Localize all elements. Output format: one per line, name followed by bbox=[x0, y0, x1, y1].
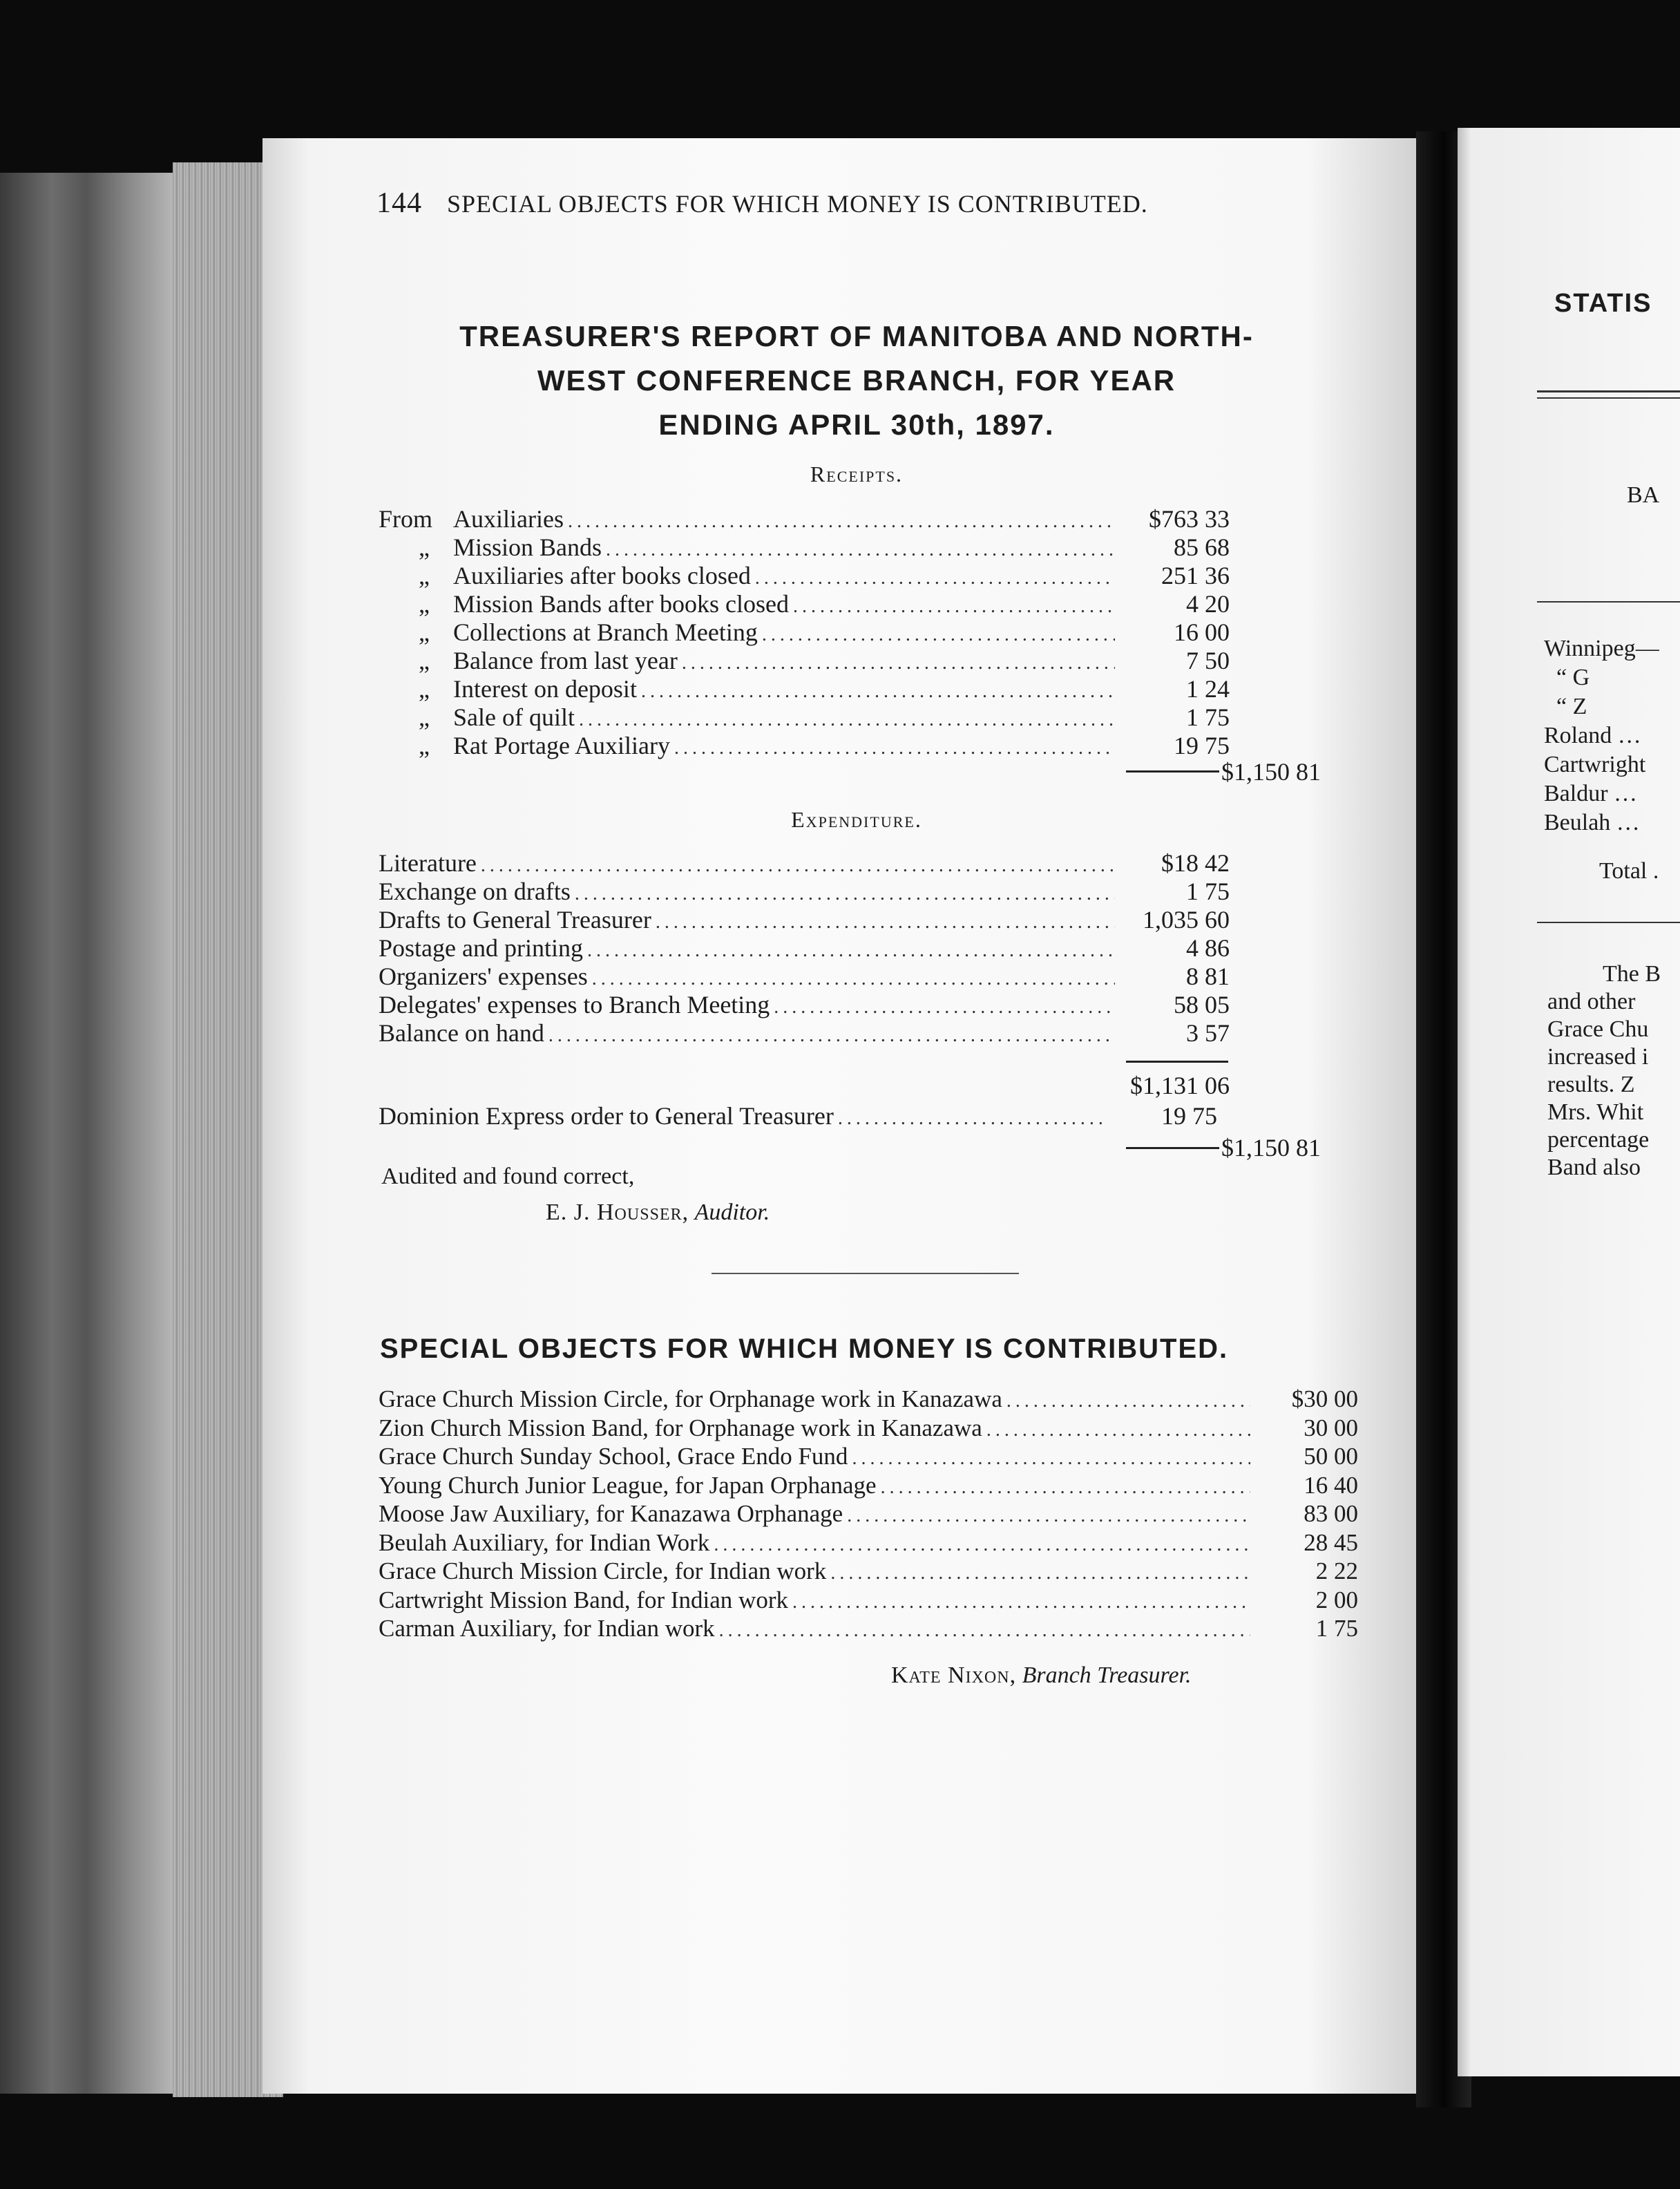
leader-dots bbox=[838, 1108, 1102, 1130]
leader-dots bbox=[986, 1419, 1250, 1441]
ledger-row bbox=[379, 962, 1242, 990]
ledger-amount: 1 24 bbox=[1186, 675, 1230, 703]
ledger-amount: 1 75 bbox=[1186, 878, 1230, 905]
auditor-name: E. J. Housser, bbox=[546, 1200, 689, 1225]
list-item bbox=[379, 1443, 1358, 1472]
treasurer-signature bbox=[891, 1662, 1192, 1689]
total-rule bbox=[1126, 770, 1219, 773]
ledger-prefix: From bbox=[379, 505, 433, 533]
ditto-mark: „ bbox=[419, 562, 430, 589]
leader-dots bbox=[719, 1620, 1250, 1642]
special-objects-list bbox=[379, 1385, 1358, 1644]
item-amount: $30 00 bbox=[1291, 1385, 1358, 1412]
leader-dots bbox=[847, 1505, 1250, 1527]
right-page-rule bbox=[1537, 390, 1680, 392]
ledger-label: Collections at Branch Meeting bbox=[453, 618, 758, 646]
list-item bbox=[379, 1529, 1358, 1558]
ledger-row bbox=[379, 905, 1242, 934]
ledger-amount: $763 33 bbox=[1149, 505, 1230, 533]
leader-dots bbox=[587, 940, 1115, 962]
ledger-label: Sale of quilt bbox=[453, 703, 575, 731]
item-amount: 50 00 bbox=[1304, 1443, 1358, 1470]
right-page-row: “ Z bbox=[1556, 694, 1587, 719]
list-item bbox=[379, 1414, 1358, 1443]
ledger-label: Organizers' expenses bbox=[379, 963, 588, 990]
auditor-role: Auditor. bbox=[694, 1200, 770, 1225]
item-amount: 16 40 bbox=[1304, 1471, 1358, 1499]
ledger-label: Literature bbox=[379, 849, 477, 877]
ledger-amount: 8 81 bbox=[1186, 963, 1230, 990]
total-rule bbox=[1126, 1147, 1219, 1149]
right-page-row: Beulah … bbox=[1544, 810, 1640, 835]
item-amount: 83 00 bbox=[1304, 1500, 1358, 1527]
item-label: Grace Church Mission Circle, for Indian work bbox=[379, 1557, 827, 1584]
ledger-amount: 4 86 bbox=[1186, 934, 1230, 962]
list-item bbox=[379, 1385, 1358, 1414]
audit-line: Audited and found correct, bbox=[381, 1164, 635, 1189]
leader-dots bbox=[481, 855, 1115, 877]
ledger-label: Auxiliaries bbox=[453, 505, 564, 533]
ledger-amount: 85 68 bbox=[1174, 533, 1230, 561]
item-label: Grace Church Sunday School, Grace Endo Fund bbox=[379, 1443, 848, 1470]
expenditure-total: $1,150 81 bbox=[1221, 1134, 1321, 1162]
running-head bbox=[376, 187, 1148, 220]
ledger-amount: 7 50 bbox=[1186, 647, 1230, 674]
ledger-row bbox=[379, 731, 1242, 759]
ledger-row bbox=[379, 618, 1242, 646]
ditto-mark: „ bbox=[419, 675, 430, 703]
leader-dots bbox=[830, 1562, 1250, 1584]
item-label: Young Church Junior League, for Japan Orphanage bbox=[379, 1471, 877, 1499]
item-amount: 2 22 bbox=[1315, 1557, 1358, 1584]
ledger-row bbox=[379, 504, 1242, 533]
list-item bbox=[379, 1615, 1358, 1644]
ledger-row bbox=[379, 703, 1242, 731]
leader-dots bbox=[575, 883, 1115, 905]
leader-dots bbox=[656, 911, 1115, 934]
leader-dots bbox=[579, 709, 1115, 731]
paragraph-line: percentage bbox=[1547, 1127, 1650, 1153]
ledger-row bbox=[379, 1018, 1242, 1047]
item-label: Carman Auxiliary, for Indian work bbox=[379, 1615, 715, 1642]
leader-dots bbox=[682, 652, 1115, 674]
ditto-mark: „ bbox=[419, 533, 430, 561]
leader-dots bbox=[852, 1448, 1250, 1470]
ledger-row bbox=[379, 877, 1242, 905]
paragraph-line: increased i bbox=[1547, 1044, 1649, 1070]
item-amount: 2 00 bbox=[1315, 1586, 1358, 1613]
paragraph-line: Grace Chu bbox=[1547, 1016, 1649, 1042]
item-amount: 28 45 bbox=[1304, 1528, 1358, 1556]
ledger-label: Balance from last year bbox=[453, 647, 678, 674]
item-label: Beulah Auxiliary, for Indian Work bbox=[379, 1528, 710, 1556]
paragraph-line: The B bbox=[1603, 961, 1661, 987]
leader-dots bbox=[774, 996, 1115, 1018]
ledger-label: Interest on deposit bbox=[453, 675, 637, 703]
ledger-label: Delegates' expenses to Branch Meeting bbox=[379, 991, 770, 1018]
report-title-line: WEST CONFERENCE BRANCH, FOR YEAR bbox=[537, 364, 1176, 397]
special-objects-title: SPECIAL OBJECTS FOR WHICH MONEY IS CONTRIBUTED. bbox=[380, 1334, 1229, 1364]
item-amount: 30 00 bbox=[1304, 1414, 1358, 1441]
ledger-label: Dominion Express order to General Treasurer bbox=[379, 1102, 834, 1130]
ledger-label: Mission Bands bbox=[453, 533, 602, 561]
leader-dots bbox=[881, 1477, 1250, 1499]
paragraph-line: and other bbox=[1547, 989, 1636, 1014]
expenditure-ledger bbox=[379, 849, 1242, 1047]
ledger-row bbox=[379, 646, 1242, 674]
leader-dots bbox=[714, 1534, 1250, 1556]
right-page-row: “ G bbox=[1556, 665, 1590, 690]
report-title-line: TREASURER'S REPORT OF MANITOBA AND NORTH- bbox=[459, 320, 1254, 352]
list-item bbox=[379, 1472, 1358, 1501]
ledger-label: Mission Bands after books closed bbox=[453, 590, 789, 618]
receipts-ledger bbox=[379, 504, 1242, 759]
ledger-amount: 58 05 bbox=[1174, 991, 1230, 1018]
item-amount: 1 75 bbox=[1315, 1615, 1358, 1642]
ledger-amount: $18 42 bbox=[1161, 849, 1230, 877]
ledger-label: Auxiliaries after books closed bbox=[453, 562, 751, 589]
ledger-amount: 19 75 bbox=[1161, 1102, 1217, 1130]
ledger-row bbox=[379, 533, 1242, 561]
item-label: Moose Jaw Auxiliary, for Kanazawa Orphanage bbox=[379, 1500, 843, 1527]
ledger-amount: 1 75 bbox=[1186, 703, 1230, 731]
express-order-ledger bbox=[379, 1101, 1230, 1130]
leader-dots bbox=[792, 1591, 1250, 1613]
expenditure-heading: Expenditure. bbox=[791, 807, 922, 832]
leader-dots bbox=[674, 737, 1115, 759]
leader-dots bbox=[641, 681, 1115, 703]
expenditure-subtotal: $1,131 06 bbox=[1130, 1072, 1230, 1099]
treasurer-role: Branch Treasurer. bbox=[1022, 1662, 1192, 1688]
ledger-row bbox=[379, 990, 1242, 1018]
leader-dots bbox=[762, 624, 1115, 646]
ledger-amount: 3 57 bbox=[1186, 1019, 1230, 1047]
ledger-label: Rat Portage Auxiliary bbox=[453, 732, 670, 759]
right-page-rule bbox=[1537, 397, 1680, 399]
ditto-mark: „ bbox=[419, 732, 430, 759]
ledger-amount: 16 00 bbox=[1174, 618, 1230, 646]
report-title bbox=[387, 314, 1326, 447]
list-item bbox=[379, 1557, 1358, 1586]
right-page-rule bbox=[1537, 601, 1680, 603]
leader-dots bbox=[755, 567, 1115, 589]
book-spine-edge bbox=[0, 173, 173, 2094]
right-page-paragraph bbox=[1547, 960, 1661, 1182]
right-page-row: Baldur … bbox=[1544, 781, 1638, 806]
ditto-mark: „ bbox=[419, 703, 430, 731]
ditto-mark: „ bbox=[419, 618, 430, 646]
ledger-amount: 1,035 60 bbox=[1143, 906, 1230, 934]
treasurer-name: Kate Nixon, bbox=[891, 1662, 1017, 1688]
ledger-row bbox=[379, 589, 1242, 618]
section-divider bbox=[712, 1273, 1019, 1274]
leader-dots bbox=[592, 968, 1115, 990]
ditto-mark: „ bbox=[419, 590, 430, 618]
paragraph-line: Mrs. Whit bbox=[1547, 1099, 1644, 1125]
leader-dots bbox=[793, 596, 1115, 618]
ledger-amount: 251 36 bbox=[1161, 562, 1230, 589]
item-label: Cartwright Mission Band, for Indian work bbox=[379, 1586, 788, 1613]
leader-dots bbox=[568, 511, 1115, 533]
leader-dots bbox=[606, 539, 1115, 561]
ledger-label: Drafts to General Treasurer bbox=[379, 906, 651, 934]
paragraph-line: results. Z bbox=[1547, 1072, 1635, 1097]
list-item bbox=[379, 1586, 1358, 1615]
ledger-amount: 4 20 bbox=[1186, 590, 1230, 618]
right-page-row: Cartwright bbox=[1544, 752, 1646, 777]
right-page-rows bbox=[1544, 634, 1659, 837]
ledger-row bbox=[379, 674, 1242, 703]
leader-dots bbox=[548, 1025, 1115, 1047]
right-page-title: STATIS bbox=[1554, 289, 1652, 318]
receipts-total: $1,150 81 bbox=[1221, 758, 1321, 786]
ledger-amount: 19 75 bbox=[1174, 732, 1230, 759]
item-label: Grace Church Mission Circle, for Orphanage work in Kanazawa bbox=[379, 1385, 1002, 1412]
right-page-subheading: BA bbox=[1627, 482, 1660, 508]
right-page-row: Winnipeg— bbox=[1544, 636, 1659, 661]
right-page-total: Total . bbox=[1599, 858, 1659, 884]
subtotal-rule bbox=[1126, 1061, 1228, 1063]
right-page-row: Roland … bbox=[1544, 723, 1641, 748]
leader-dots bbox=[1006, 1390, 1250, 1412]
ledger-row bbox=[379, 934, 1242, 962]
paragraph-line: Band also bbox=[1547, 1155, 1641, 1180]
report-title-line: ENDING APRIL 30th, 1897. bbox=[658, 408, 1055, 441]
ledger-label: Balance on hand bbox=[379, 1019, 544, 1047]
ledger-row bbox=[379, 561, 1242, 589]
ledger-label: Exchange on drafts bbox=[379, 878, 571, 905]
ledger-label: Postage and printing bbox=[379, 934, 583, 962]
ledger-row bbox=[379, 1101, 1230, 1130]
ditto-mark: „ bbox=[419, 647, 430, 674]
receipts-heading: Receipts. bbox=[810, 462, 904, 486]
auditor-signature bbox=[546, 1200, 770, 1226]
right-page-rule bbox=[1537, 922, 1680, 923]
page-number: 144 bbox=[376, 187, 422, 219]
ledger-row bbox=[379, 849, 1242, 877]
item-label: Zion Church Mission Band, for Orphanage work in Kanazawa bbox=[379, 1414, 982, 1441]
running-head-text: SPECIAL OBJECTS FOR WHICH MONEY IS CONTRIBUTED. bbox=[447, 190, 1148, 218]
list-item bbox=[379, 1500, 1358, 1529]
